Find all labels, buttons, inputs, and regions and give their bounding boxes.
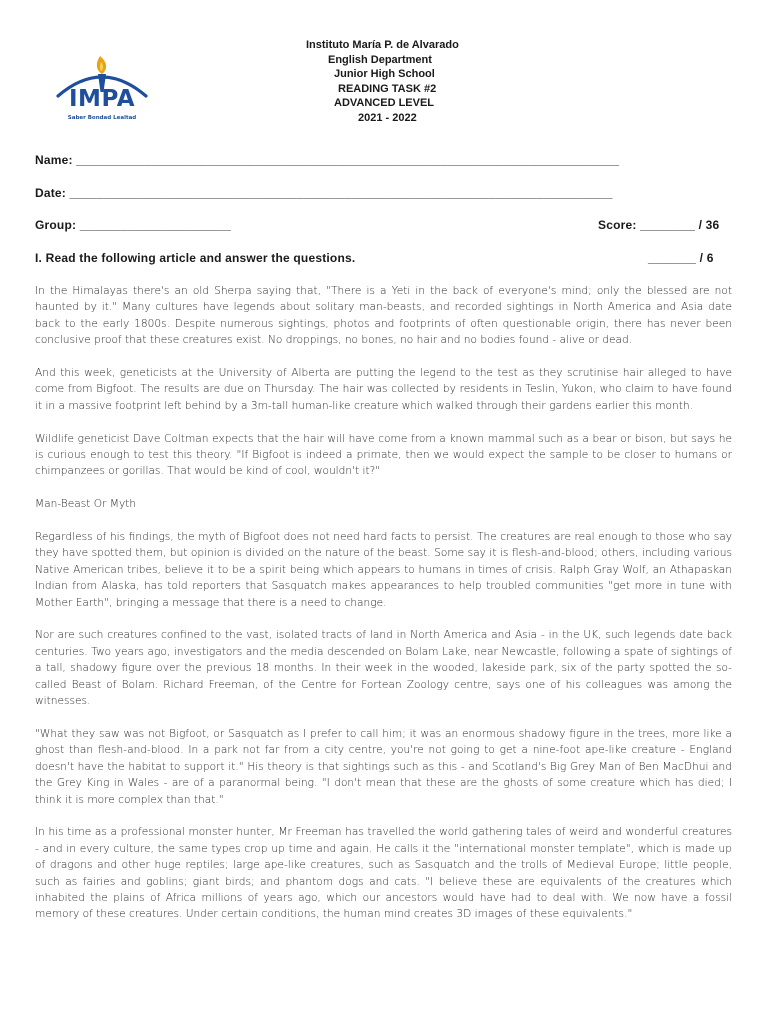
school-year: 2021 - 2022 [358, 111, 417, 124]
task-title: READING TASK #2 [338, 82, 437, 95]
article-paragraph: Wildlife geneticist Dave Coltman expects that the hair will have come from a known mammal such as a bear or bison, but says he is curious enough to test this theory. "If Bigfoot is indeed a primate, then we would expect the sample to be closer to humans or chimpanzees or gorillas. That would be kind of cool, wouldn't it?" [35, 432, 732, 478]
article-paragraph: Regardless of his findings, the myth of Bigfoot does not need hard facts to persist. The creatures are real enough to those who say they have spotted them, but opinion is divided on the nature of the beast. Some say it is flesh-and-blood; others, including various Native American tribes, believe it to be a spirit being which appears to humans in times of crisis. Ralph Gray Wolf, an Athapaskan Indian from Alaska, has told reporters that Sasquatch makes appearances to help troubled communities "get more in tune with Mother Earth", bringing a message that there is a need to change. [35, 531, 732, 609]
logo-motto: Saber Bondad Lealtad [67, 115, 137, 121]
department: English Department [328, 53, 432, 66]
score-field[interactable]: Score: ________ / 36 [598, 218, 720, 232]
article-paragraph: In the Himalayas there's an old Sherpa saying that, "There is a Yeti in the back of everyone's mind; only the blessed are not haunted by it." Many cultures have legends about solitary man-beasts, and recorded sightings in North America and Asia date back to the early 1800s. Despite numerous sightings, photos and footprints of often questionable origin, there has never been conclusive proof that these creatures exist. No droppings, no bones, no hair and no bodies found - alive or dead. [35, 285, 732, 347]
logo-wordmark: IMPA [69, 86, 135, 112]
article-paragraph: In his time as a professional monster hunter, Mr Freeman has travelled the world gathering tales of weird and wonderful creatures - and in every culture, the same types crop up time and again. He calls it the "international monster template", which is made up of dragons and other huge reptiles; large ape-like creatures, such as Sasquatch and the trolls of Medieval Europe; little people, such as fairies and goblins; giant birds; and phantom dogs and cats. "I believe these are equivalents of the creatures which inhabited the plains of Africa millions of years ago, which our ancestors would have had to deal with. We now have a fossil memory of these creatures. Under certain conditions, the human mind creates 3D images of these equivalents." [35, 826, 732, 921]
date-field[interactable]: Date: _______________________________________________________________________________ [35, 186, 613, 200]
name-field[interactable]: Name: _______________________________________________________________________________ [35, 153, 620, 167]
article-subheading: Man-Beast Or Myth [35, 498, 137, 511]
school-level: Junior High School [334, 68, 435, 81]
school-name: Instituto María P. de Alvarado [306, 39, 459, 51]
group-field[interactable]: Group: ______________________ [35, 218, 231, 232]
article-paragraph: Nor are such creatures confined to the vast, isolated tracts of land in North America and Asia - in the UK, such legends date back centuries. Two years ago, investigators and the media descended on Bolam Lake, near Newcastle, following a spate of sightings of a tall, shadowy figure over the previous 18 months. In their week in the wooded, lakeside park, six of the party spotted the so-called Beast of Bolam. Richard Freeman, of the Centre for Fortean Zoology centre, says one of his colleagues was among the witnesses. [35, 629, 732, 708]
section-instruction: I. Read the following article and answer the questions. [35, 251, 356, 265]
article-body [35, 283, 732, 939]
article-paragraph: "What they saw was not Bigfoot, or Sasquatch as I prefer to call him; it was an enormous shadowy figure in the trees, more like a ghost than flesh-and-blood. In a park not far from a city centre, you're not going to get a nine-foot ape-like creature - England doesn't have the habitat to support it." His theory is that sightings such as this - and Scotland's Big Grey Man of Ben MacDhui and the Grey King in Wales - are of a paranormal being. "I don't mean that these are the ghosts of some creature which has died; I think it is more complex than that." [35, 727, 732, 806]
section-score-field[interactable]: _______ / 6 [648, 251, 714, 265]
article-paragraph: And this week, geneticists at the University of Alberta are putting the legend to the test as they scrutinise hair alleged to have come from Bigfoot. The results are due on Thursday. The hair was collected by residents in Teslin, Yukon, who claim to have found it in a massive footprint left behind by a 3m-tall human-like creature which walked through their gardens earlier this month. [35, 367, 732, 412]
school-logo [52, 52, 152, 132]
task-level: ADVANCED LEVEL [334, 97, 435, 110]
worksheet-header [280, 38, 490, 126]
